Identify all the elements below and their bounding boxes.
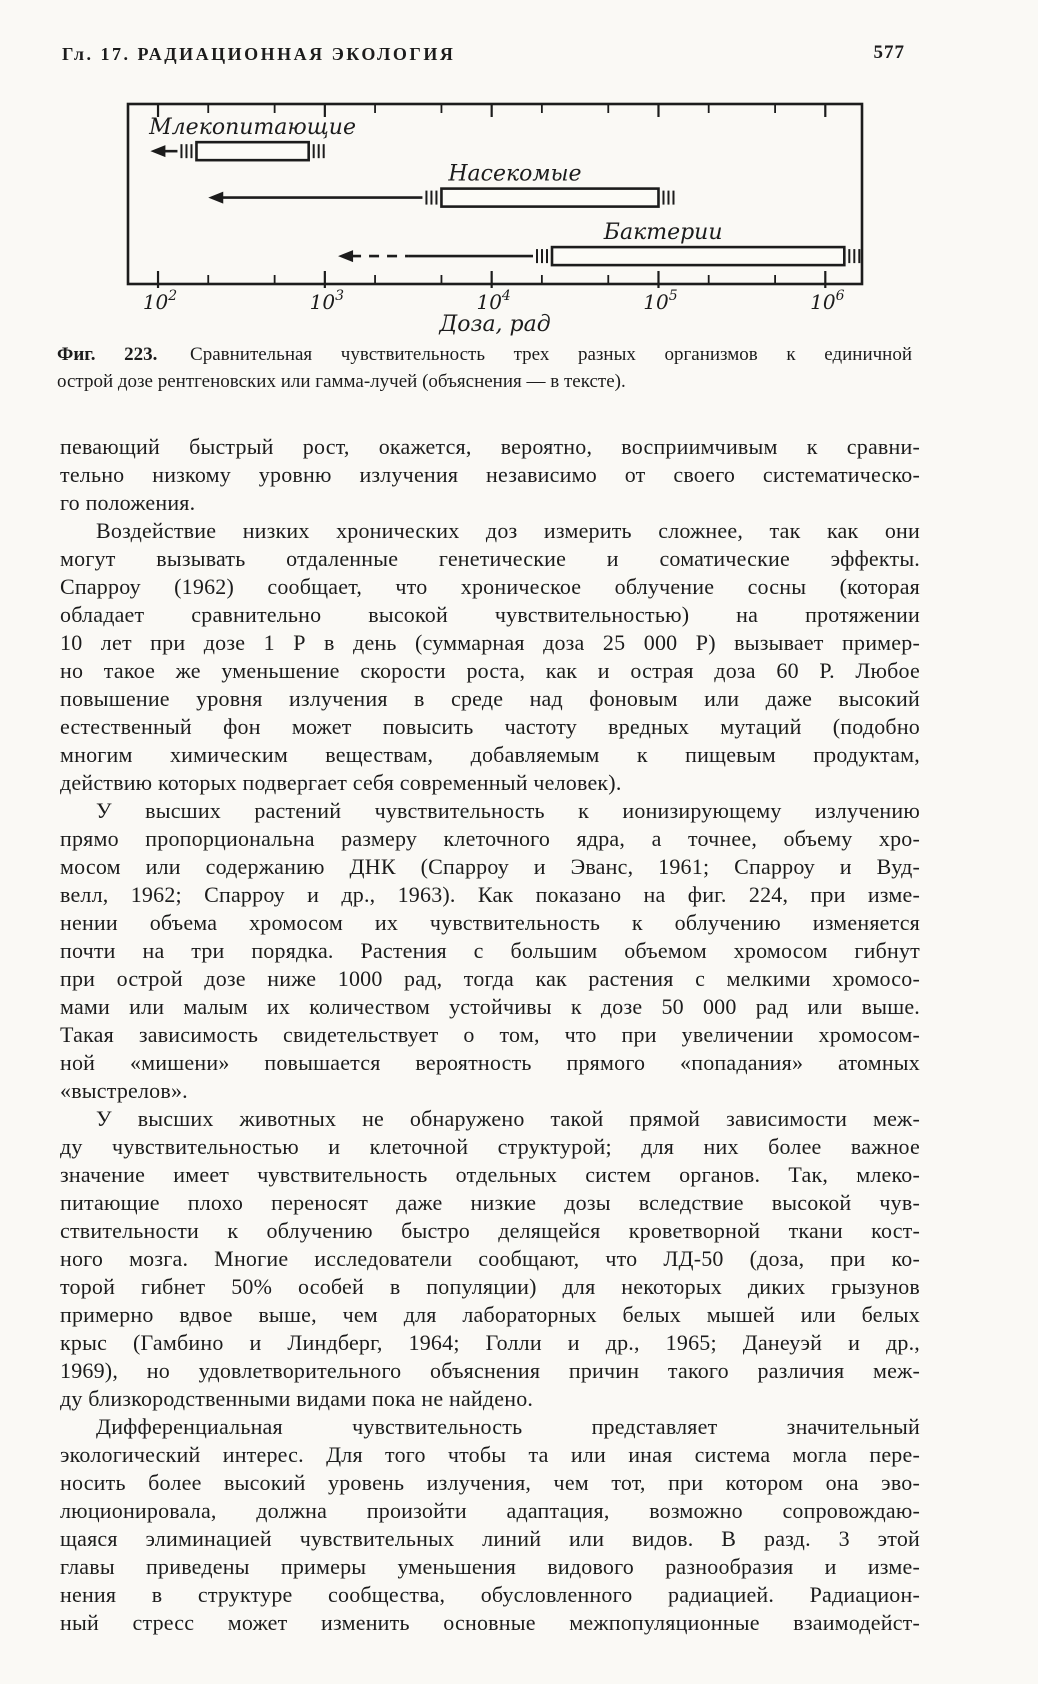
text-line: почти на три порядка. Растения с большим объемом хромосом гибнут bbox=[60, 938, 920, 963]
text-line: питающие плохо переносят даже низкие дозы вследствие высокой чув- bbox=[60, 1190, 920, 1215]
dose-sensitivity-chart bbox=[0, 95, 1038, 350]
text-line: У высших животных не обнаружено такой прямой зависимости меж- bbox=[96, 1106, 920, 1131]
range-bar bbox=[552, 247, 844, 265]
text-line: ду чувствительностью и клеточной структурой; для них более важное bbox=[60, 1134, 920, 1159]
caption-line-1 bbox=[57, 341, 912, 368]
text-line: прямо пропорциональна размеру клеточного ядра, а точнее, объему хро- bbox=[60, 826, 920, 851]
x-tick-label: $10^5$ bbox=[643, 288, 678, 314]
text-line: носить более высокий уровень излучения, чем тот, при котором она эво- bbox=[60, 1470, 920, 1495]
text-line: ный стресс может изменить основные межпопуляционные взаимодейст- bbox=[60, 1610, 920, 1635]
text-line: естественный фон может повысить частоту вредных мутаций (подобно bbox=[60, 714, 920, 739]
text-line: Воздействие низких хронических доз измерить сложнее, так как они bbox=[96, 518, 920, 543]
text-line: действию которых подвергает себя современный человек). bbox=[60, 770, 622, 795]
organism-label: Бактерии bbox=[603, 220, 723, 246]
text-line: У высших растений чувствительность к ионизирующему излучению bbox=[96, 798, 920, 823]
x-tick-label: $10^3$ bbox=[309, 288, 345, 314]
text-line: повышение уровня излучения в среде над фоновым или даже высокий bbox=[60, 686, 920, 711]
x-axis-label: Доза, рад bbox=[439, 312, 551, 337]
organism-label: Насекомые bbox=[448, 161, 582, 187]
x-tick-label: $10^2$ bbox=[142, 288, 178, 314]
text-line: нения в структуре сообщества, обусловленного радиацией. Радиацион- bbox=[60, 1582, 920, 1607]
text-line: мами или малым их количеством устойчивы к дозе 50 000 рад или выше. bbox=[60, 994, 920, 1019]
caption-line-1-text: Сравнительная чувствительность трех разных организмов к единичной bbox=[190, 344, 913, 365]
arrow-head bbox=[150, 145, 165, 157]
text-line: но такое же уменьшение скорости роста, как и острая доза 60 Р. Любое bbox=[60, 658, 920, 683]
organism-label: Млекопитающие bbox=[149, 115, 356, 141]
series-1 bbox=[208, 162, 673, 207]
text-line: щаяся элиминацией чувствительных линий или видов. В разд. 3 этой bbox=[60, 1526, 920, 1551]
text-line: тельно низкому уровню излучения независимо от своего систематическо- bbox=[60, 462, 920, 487]
series-0 bbox=[148, 115, 356, 160]
text-line: Спарроу (1962) сообщает, что хроническое облучение сосны (которая bbox=[60, 574, 920, 599]
range-bar bbox=[441, 189, 658, 207]
series-2 bbox=[338, 220, 859, 265]
text-line: 1969), но удовлетворительного объяснения причин такого различия меж- bbox=[60, 1358, 920, 1383]
text-line: мосом или содержанию ДНК (Спарроу и Эванс, 1961; Спарроу и Вуд- bbox=[60, 854, 920, 879]
text-line: при острой дозе ниже 1000 рад, тогда как растения с мелкими хромосо- bbox=[60, 966, 920, 991]
caption-figure-label: Фиг. 223. bbox=[57, 344, 158, 365]
text-line: могут вызывать отдаленные генетические и соматические эффекты. bbox=[60, 546, 920, 571]
text-line: велл, 1962; Спарроу и др., 1963). Как показано на фиг. 224, при изме- bbox=[60, 882, 920, 907]
running-head: Гл. 17. РАДИАЦИОННАЯ ЭКОЛОГИЯ bbox=[62, 44, 456, 64]
text-line: «выстрелов». bbox=[60, 1078, 188, 1103]
text-line: люционировала, должна произойти адаптация, возможно сопровождаю- bbox=[60, 1498, 920, 1523]
text-line: Такая зависимость свидетельствует о том, что при увеличении хромосом- bbox=[60, 1022, 920, 1047]
text-line: певающий быстрый рост, окажется, вероятно, восприимчивым к сравни- bbox=[60, 434, 920, 459]
range-bar bbox=[196, 142, 308, 160]
text-line: значение имеет чувствительность отдельных систем органов. Так, млеко- bbox=[60, 1162, 920, 1187]
text-line: 10 лет при дозе 1 Р в день (суммарная доза 25 000 Р) вызывает пример- bbox=[60, 630, 920, 655]
x-tick-label: $10^4$ bbox=[476, 288, 511, 314]
text-line: примерно вдвое выше, чем для лабораторных белых мышей или белых bbox=[60, 1302, 920, 1327]
caption-line-2: острой дозе рентгеновских или гамма-лучей (объяснения — в тексте). bbox=[57, 371, 626, 392]
text-line: ного мозга. Многие исследователи сообщают, что ЛД-50 (доза, при ко- bbox=[60, 1246, 920, 1271]
text-line: Дифференциальная чувствительность представляет значительный bbox=[96, 1414, 920, 1439]
arrow-head bbox=[338, 250, 353, 262]
text-line: торой гибнет 50% особей в популяции) для некоторых диких грызунов bbox=[60, 1274, 920, 1299]
text-line: экологический интерес. Для того чтобы та или иная система могла пере- bbox=[60, 1442, 920, 1467]
text-line: ду близкородственными видами пока не найдено. bbox=[60, 1386, 534, 1411]
text-line: ной «мишени» повышается вероятность прямого «попадания» атомных bbox=[60, 1050, 920, 1075]
figure-caption bbox=[57, 341, 912, 395]
figure-223 bbox=[0, 95, 1038, 350]
text-line: го положения. bbox=[60, 490, 196, 515]
text-line: главы приведены примеры уменьшения видового разнообразия и изме- bbox=[60, 1554, 920, 1579]
body-text bbox=[60, 433, 920, 1637]
text-line: ствительности к облучению быстро делящейся кроветворной ткани кост- bbox=[60, 1218, 920, 1243]
text-line: крыс (Гамбино и Линдберг, 1964; Голли и др., 1965; Данеуэй и др., bbox=[60, 1330, 920, 1355]
text-line: обладает сравнительно высокой чувствительностью) на протяжении bbox=[60, 602, 920, 627]
arrow-head bbox=[208, 192, 223, 204]
text-line: нении объема хромосом их чувствительность к облучению изменяется bbox=[60, 910, 920, 935]
x-tick-label: $10^6$ bbox=[810, 288, 845, 314]
page-number: 577 bbox=[873, 42, 905, 63]
text-line: многим химическим веществам, добавляемым к пищевым продуктам, bbox=[60, 742, 920, 767]
